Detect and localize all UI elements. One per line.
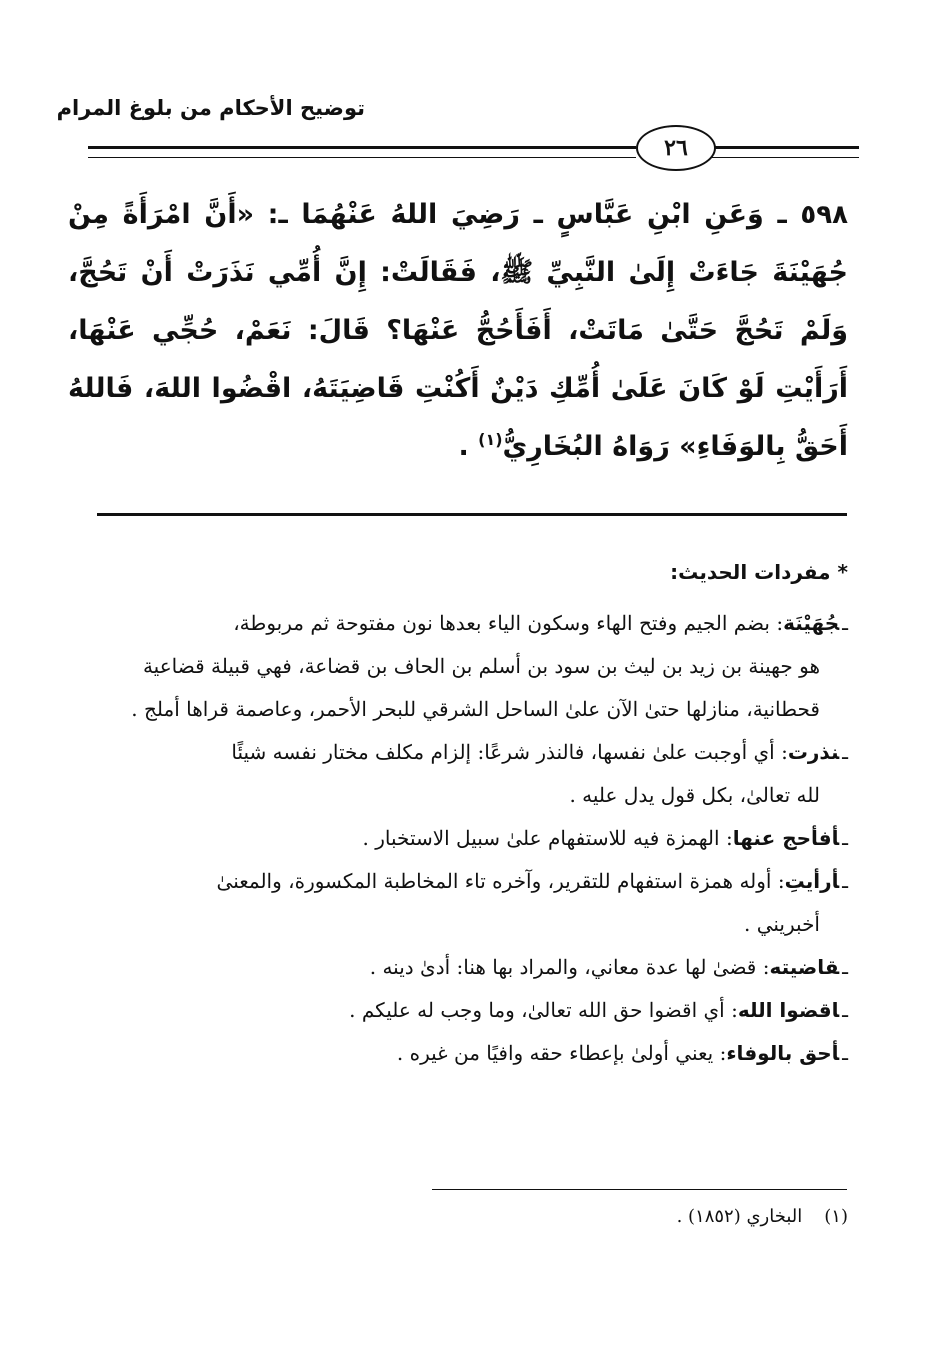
vocabulary-term: اقضوا الله <box>737 998 840 1022</box>
item-dash: ـ <box>842 955 848 979</box>
vocabulary-item <box>68 860 848 946</box>
hadith-dash: ـ <box>763 199 787 230</box>
vocabulary-continuation: هو جهينة بن زيد بن ليث بن سود بن أسلم بن الحاف بن قضاعة، فهي قبيلة قضاعية قحطانية، منازلها حتىٰ الآن علىٰ الساحل الشرقي للبحر الأحمر، وعاصمة قراها أملج . <box>131 654 820 721</box>
vocabulary-item <box>68 731 848 817</box>
vocabulary-definition: : بضم الجيم وفتح الهاء وسكون الياء بعدها نون مفتوحة ثم مربوطة، <box>233 611 784 635</box>
vocabulary-term: قاضيته <box>769 955 840 979</box>
item-dash: ـ <box>842 869 848 893</box>
vocabulary-definition: : قضىٰ لها عدة معاني، والمراد بها هنا: أدىٰ دينه . <box>369 955 770 979</box>
running-title: توضيح الأحكام من بلوغ المرام <box>56 96 365 120</box>
vocabulary-item <box>68 602 848 731</box>
footnote-reference: (١) <box>478 430 503 449</box>
header-rule-right <box>712 146 859 158</box>
page-number: ٢٦ <box>636 125 716 171</box>
hadith-number: ٥٩٨ <box>800 200 848 230</box>
section-divider <box>97 513 847 516</box>
vocabulary-item <box>68 1032 848 1075</box>
vocabulary-continuation: أخبريني . <box>744 912 820 936</box>
vocabulary-term: أحق بالوفاء <box>726 1041 840 1065</box>
vocabulary-list <box>68 602 848 1075</box>
vocabulary-definition: : الهمزة فيه للاستفهام علىٰ سبيل الاستخبار . <box>362 826 733 850</box>
vocabulary-term: نذرت <box>787 740 840 764</box>
item-dash: ـ <box>842 998 848 1022</box>
vocabulary-item <box>68 989 848 1032</box>
footnote <box>677 1206 848 1227</box>
hadith-body: وَعَنِ ابْنِ عَبَّاسٍ ـ رَضِيَ اللهُ عَنْهُمَا ـ: «أَنَّ امْرَأَةً مِنْ جُهَيْنَةَ جَاءَتْ إِلَىٰ النَّبِيِّ ﷺ، فَقَالَتْ: إِنَّ أُمِّي نَذَرَتْ أَنْ تَحُجَّ، وَلَمْ تَحُجَّ حَتَّىٰ مَاتَتْ، أَفَأَحُجُّ عَنْهَا؟ قَالَ: نَعَمْ، حُجِّي عَنْهَا، أَرَأَيْتِ لَوْ كَانَ عَلَىٰ أُمِّكِ دَيْنٌ أَكُنْتِ قَاضِيَتَهُ، اقْضُوا اللهَ، فَاللهُ أَحَقُّ بِالوَفَاءِ» رَوَاهُ البُخَارِيُّ <box>68 199 848 462</box>
item-dash: ـ <box>842 826 848 850</box>
item-dash: ـ <box>842 1041 848 1065</box>
vocabulary-definition: : أوله همزة استفهام للتقرير، وآخره تاء المخاطبة المكسورة، والمعنىٰ <box>216 869 785 893</box>
vocabulary-definition: : يعني أولىٰ بإعطاء حقه وافيًا من غيره . <box>396 1041 727 1065</box>
footnote-divider <box>432 1189 847 1190</box>
hadith-text-block <box>68 186 848 476</box>
vocabulary-continuation: لله تعالىٰ، بكل قول يدل عليه . <box>569 783 820 807</box>
vocabulary-heading: * مفردات الحديث: <box>670 560 848 584</box>
footnote-text: البخاري (١٨٥٢) . <box>676 1206 803 1227</box>
vocabulary-item <box>68 817 848 860</box>
header-rule-left <box>88 146 636 158</box>
vocabulary-term: جُهَيْنَة <box>783 611 840 635</box>
vocabulary-item <box>68 946 848 989</box>
item-dash: ـ <box>842 611 848 635</box>
item-dash: ـ <box>842 740 848 764</box>
hadith-end: . <box>458 431 479 462</box>
vocabulary-definition: : أي اقضوا حق الله تعالىٰ، وما وجب له عليكم . <box>349 998 738 1022</box>
vocabulary-term: أفأحج عنها <box>732 826 840 850</box>
footnote-number: (١) <box>824 1206 848 1227</box>
vocabulary-term: أرأيتِ <box>784 869 840 893</box>
vocabulary-definition: : أي أوجبت علىٰ نفسها، فالنذر شرعًا: إلزام مكلف مختار نفسه شيئًا <box>231 740 788 764</box>
